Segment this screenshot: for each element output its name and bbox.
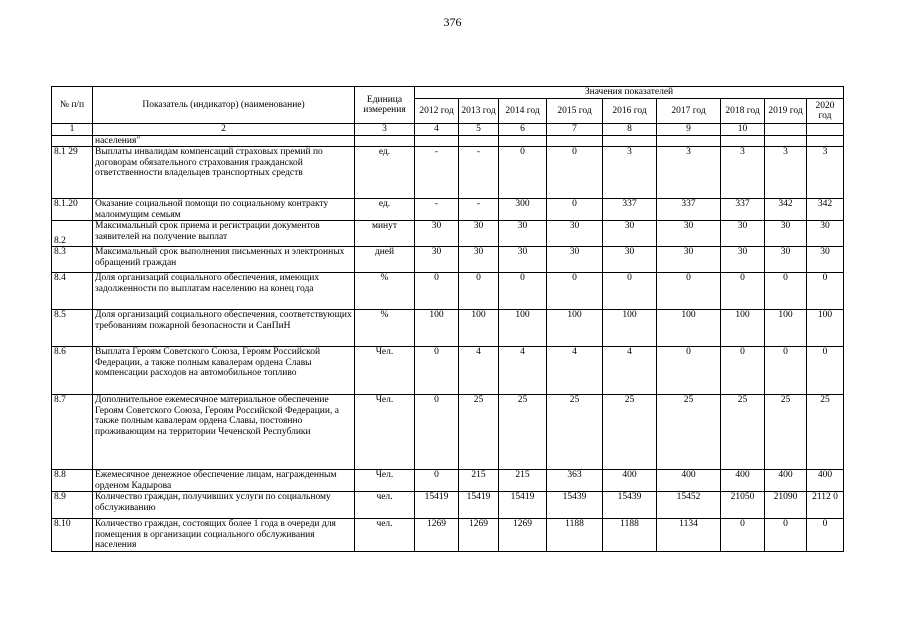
- row-indicator-name: Дополнительное ежемесячное материальное обеспечение Героям Советского Союза, Героям Российской Федерации, а также полным кавалерам ордена Славы, постоянно проживающим на территории Чеченской Республики: [93, 395, 355, 470]
- row-value: 21090: [765, 492, 807, 519]
- row-value: 4: [603, 347, 657, 395]
- column-number-row: [52, 124, 844, 136]
- row-value: 30: [657, 247, 721, 273]
- row-value: 1188: [603, 519, 657, 552]
- row-value: 337: [721, 199, 765, 221]
- column-number: 6: [499, 124, 547, 136]
- row-value: 0: [499, 273, 547, 310]
- row-unit: минут: [355, 221, 415, 247]
- indicators-table: [51, 86, 844, 552]
- row-value: 400: [603, 470, 657, 492]
- header-year: 2012 год: [415, 99, 459, 124]
- table-row: [52, 395, 844, 470]
- row-value: 3: [657, 147, 721, 199]
- row-value: 100: [603, 310, 657, 347]
- row-indicator-name: Доля организаций социального обеспечения, имеющих задолженности по выплатам населению на конец года: [93, 273, 355, 310]
- header-values-group: Значения показателей: [415, 87, 844, 99]
- row-value: 30: [807, 247, 844, 273]
- column-number: 4: [415, 124, 459, 136]
- row-value: 30: [765, 247, 807, 273]
- row-value: 342: [765, 199, 807, 221]
- row-value: 30: [459, 221, 499, 247]
- header-year: 2013 год: [459, 99, 499, 124]
- row-value: 4: [547, 347, 603, 395]
- row-value: 15419: [499, 492, 547, 519]
- row-value: 15439: [547, 492, 603, 519]
- row-value: 400: [721, 470, 765, 492]
- row-value: 100: [499, 310, 547, 347]
- row-value: 337: [657, 199, 721, 221]
- row-unit: %: [355, 273, 415, 310]
- column-number: 7: [547, 124, 603, 136]
- row-value: 0: [765, 519, 807, 552]
- row-value: 30: [499, 221, 547, 247]
- table-row: [52, 347, 844, 395]
- header-unit: Единица измерения: [355, 87, 415, 124]
- row-value: 1188: [547, 519, 603, 552]
- row-value: 4: [459, 347, 499, 395]
- cell-empty: [52, 135, 93, 147]
- row-value: 15452: [657, 492, 721, 519]
- row-value: 3: [603, 147, 657, 199]
- row-value: 0: [721, 273, 765, 310]
- row-indicator-name: Максимальный срок приема и регистрации документов заявителей на получение выплат: [93, 221, 355, 247]
- row-value: 0: [499, 147, 547, 199]
- table-row: [52, 199, 844, 221]
- cell-empty: [355, 135, 415, 147]
- row-value: 30: [499, 247, 547, 273]
- row-value: 3: [807, 147, 844, 199]
- row-value: 100: [459, 310, 499, 347]
- row-indicator-name: Доля организаций социального обеспечения, соответствующих требованиям пожарной безопасности и СанПиН: [93, 310, 355, 347]
- row-indicator-name: Ежемесячное денежное обеспечение лицам, награжденным орденом Кадырова: [93, 470, 355, 492]
- row-unit: ед.: [355, 199, 415, 221]
- row-value: 0: [547, 147, 603, 199]
- cell-empty: [807, 135, 844, 147]
- row-value: 1269: [415, 519, 459, 552]
- page-number: 376: [443, 15, 462, 29]
- row-value: 0: [459, 273, 499, 310]
- row-value: 25: [657, 395, 721, 470]
- row-value: 0: [657, 273, 721, 310]
- row-value: 2112 0: [807, 492, 844, 519]
- row-unit: Чел.: [355, 347, 415, 395]
- row-value: 21050: [721, 492, 765, 519]
- header-year: 2019 год: [765, 99, 807, 124]
- row-value: 400: [765, 470, 807, 492]
- row-value: 0: [721, 519, 765, 552]
- row-value: 342: [807, 199, 844, 221]
- row-unit: %: [355, 310, 415, 347]
- row-number: 8.2: [52, 221, 93, 247]
- row-value: -: [459, 199, 499, 221]
- row-value: 215: [459, 470, 499, 492]
- column-number: [765, 124, 807, 136]
- row-value: 30: [603, 247, 657, 273]
- table-row: [52, 519, 844, 552]
- row-value: 100: [415, 310, 459, 347]
- row-value: 30: [547, 221, 603, 247]
- row-value: 337: [603, 199, 657, 221]
- row-unit: Чел.: [355, 395, 415, 470]
- row-number: 8.10: [52, 519, 93, 552]
- row-value: 0: [603, 273, 657, 310]
- cell-empty: [459, 135, 499, 147]
- row-value: 25: [459, 395, 499, 470]
- column-number: 5: [459, 124, 499, 136]
- row-value: 300: [499, 199, 547, 221]
- header-year: 2014 год: [499, 99, 547, 124]
- header-year: 2016 год: [603, 99, 657, 124]
- row-value: 25: [807, 395, 844, 470]
- row-unit: дней: [355, 247, 415, 273]
- row-number: 8.5: [52, 310, 93, 347]
- row-indicator-name: Количество граждан, состоящих более 1 года в очереди для помещения в организации социального обслуживания населения: [93, 519, 355, 552]
- table-row: [52, 247, 844, 273]
- row-number: 8.1 29: [52, 147, 93, 199]
- row-value: -: [459, 147, 499, 199]
- row-value: 4: [499, 347, 547, 395]
- row-value: 30: [415, 247, 459, 273]
- table-row: [52, 470, 844, 492]
- row-value: 30: [603, 221, 657, 247]
- row-unit: чел.: [355, 519, 415, 552]
- row-value: 0: [765, 347, 807, 395]
- row-value: 25: [603, 395, 657, 470]
- row-number: 8.9: [52, 492, 93, 519]
- column-number: 2: [93, 124, 355, 136]
- header-year: 2017 год: [657, 99, 721, 124]
- row-value: 25: [547, 395, 603, 470]
- row-value: 0: [415, 395, 459, 470]
- row-value: 400: [657, 470, 721, 492]
- row-number: 8.7: [52, 395, 93, 470]
- row-value: -: [415, 199, 459, 221]
- row-value: 0: [415, 347, 459, 395]
- row-value: 0: [765, 273, 807, 310]
- row-value: 25: [499, 395, 547, 470]
- row-value: 30: [765, 221, 807, 247]
- row-value: 0: [547, 199, 603, 221]
- row-value: 100: [765, 310, 807, 347]
- header-indicator: Показатель (индикатор) (наименование): [93, 87, 355, 124]
- row-unit: ед.: [355, 147, 415, 199]
- cell-empty: [765, 135, 807, 147]
- cell-empty: [415, 135, 459, 147]
- row-value: 3: [721, 147, 765, 199]
- row-value: -: [415, 147, 459, 199]
- continuation-text: населения": [93, 135, 355, 147]
- row-unit: чел.: [355, 492, 415, 519]
- table-row: [52, 310, 844, 347]
- row-value: 0: [657, 347, 721, 395]
- cell-empty: [603, 135, 657, 147]
- row-unit: Чел.: [355, 470, 415, 492]
- table-row: [52, 273, 844, 310]
- row-indicator-name: Количество граждан, получивших услуги по социальному обслуживанию: [93, 492, 355, 519]
- row-value: 30: [547, 247, 603, 273]
- row-value: 25: [765, 395, 807, 470]
- row-value: 215: [499, 470, 547, 492]
- row-value: 25: [721, 395, 765, 470]
- row-value: 100: [807, 310, 844, 347]
- row-value: 30: [721, 247, 765, 273]
- row-value: 100: [657, 310, 721, 347]
- row-value: 100: [547, 310, 603, 347]
- row-number: 8.4: [52, 273, 93, 310]
- row-value: 0: [807, 519, 844, 552]
- row-number: 8.3: [52, 247, 93, 273]
- row-value: 0: [721, 347, 765, 395]
- row-value: 30: [721, 221, 765, 247]
- column-number: 10: [721, 124, 765, 136]
- row-value: 1269: [459, 519, 499, 552]
- row-indicator-name: Выплаты инвалидам компенсаций страховых премий по договорам обязательного страхования гражданской ответственности владельцев транспортных средств: [93, 147, 355, 199]
- row-number: 8.1.20: [52, 199, 93, 221]
- header-year: 2020 год: [807, 99, 844, 124]
- cell-empty: [499, 135, 547, 147]
- row-value: 15419: [459, 492, 499, 519]
- row-indicator-name: Выплата Героям Советского Союза, Героям Российской Федерации, а также полным кавалерам ордена Славы компенсации расходов на автомобильное топливо: [93, 347, 355, 395]
- row-value: 0: [415, 470, 459, 492]
- row-value: 30: [459, 247, 499, 273]
- row-value: 1134: [657, 519, 721, 552]
- column-number: 1: [52, 124, 93, 136]
- row-value: 400: [807, 470, 844, 492]
- cell-empty: [547, 135, 603, 147]
- table-row: [52, 492, 844, 519]
- row-indicator-name: Максимальный срок выполнения письменных и электронных обращений граждан: [93, 247, 355, 273]
- row-value: 15419: [415, 492, 459, 519]
- table-row: [52, 147, 844, 199]
- row-value: 3: [765, 147, 807, 199]
- row-value: 30: [657, 221, 721, 247]
- row-value: 0: [415, 273, 459, 310]
- row-indicator-name: Оказание социальной помощи по социальному контракту малоимущим семьям: [93, 199, 355, 221]
- row-value: 100: [721, 310, 765, 347]
- column-number: 9: [657, 124, 721, 136]
- column-number: 3: [355, 124, 415, 136]
- row-value: 0: [547, 273, 603, 310]
- row-value: 0: [807, 273, 844, 310]
- cell-empty: [721, 135, 765, 147]
- row-number: 8.8: [52, 470, 93, 492]
- column-number: [807, 124, 844, 136]
- column-number: 8: [603, 124, 657, 136]
- header-year: 2018 год: [721, 99, 765, 124]
- cell-empty: [657, 135, 721, 147]
- row-value: 0: [807, 347, 844, 395]
- row-value: 30: [807, 221, 844, 247]
- row-value: 15439: [603, 492, 657, 519]
- row-value: 30: [415, 221, 459, 247]
- continuation-row: [52, 135, 844, 147]
- row-number: 8.6: [52, 347, 93, 395]
- table-row: [52, 221, 844, 247]
- header-year: 2015 год: [547, 99, 603, 124]
- row-value: 363: [547, 470, 603, 492]
- row-value: 1269: [499, 519, 547, 552]
- header-num: № п/п: [52, 87, 93, 124]
